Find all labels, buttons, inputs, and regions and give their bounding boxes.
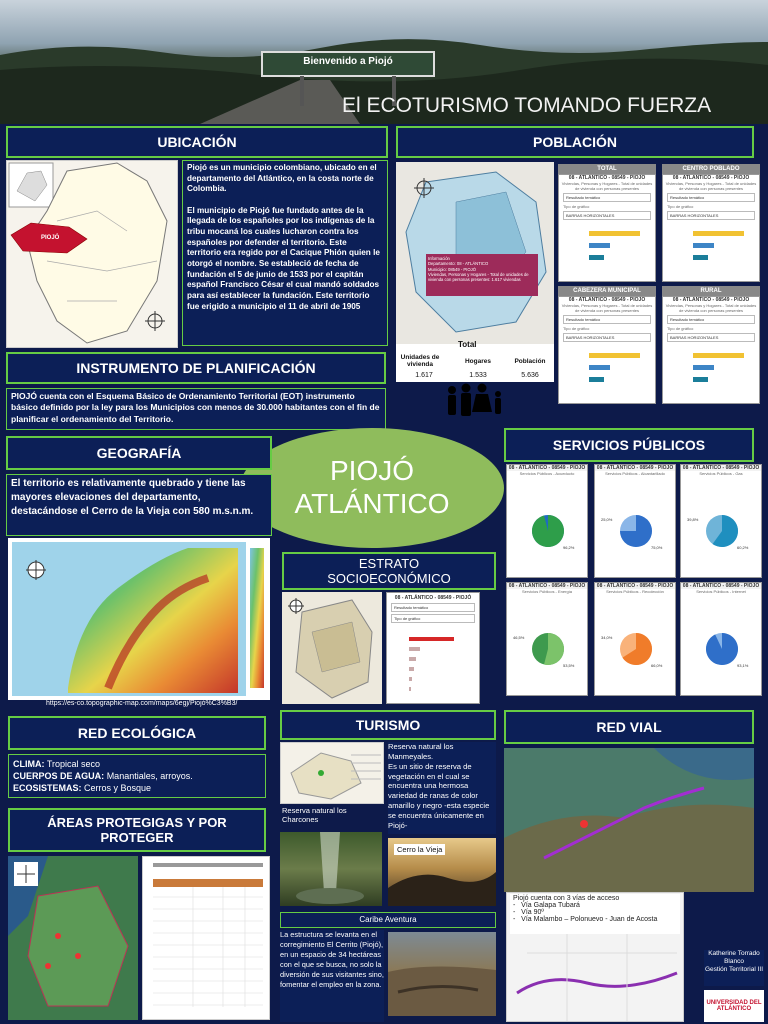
- areas-table-svg: [143, 857, 270, 1020]
- poblacion-panel-select-resultado[interactable]: Resultado temático: [667, 193, 755, 202]
- eco-value-agua: Manantiales, arroyos.: [104, 771, 193, 782]
- estrato-map-svg: [282, 592, 382, 704]
- eco-line-agua: [13, 770, 261, 782]
- poblacion-panel-3: [662, 296, 760, 404]
- servicios-panel-subtitle: Servicios Públicos - Gas: [699, 471, 743, 476]
- center-title-line2: ATLÁNTICO: [294, 487, 450, 519]
- instrumento-header: INSTRUMENTO DE PLANIFICACIÓN: [6, 352, 386, 384]
- servicios-pct-other: 34,0%: [601, 635, 613, 640]
- red-vial-item-3: - Vía Malambo – Polonuevo - Juan de Acosta: [513, 916, 658, 923]
- servicios-panel-2: [680, 464, 762, 578]
- estrato-chart-panel: [386, 592, 480, 704]
- poblacion-tab-2[interactable]: CABEZERA MUNICIPAL: [558, 286, 656, 296]
- estrato-select-1[interactable]: Resultado temático: [391, 603, 475, 612]
- poblacion-bar: [589, 231, 640, 236]
- servicios-panel-0: [506, 464, 588, 578]
- poblacion-panel-title: 08 - ATLÁNTICO - 08549 - PIOJÓ: [672, 175, 750, 181]
- stat-poblacion-value: 5.636: [521, 372, 539, 379]
- servicios-panel-subtitle: Servicios Públicos - Recolección: [606, 589, 664, 594]
- servicios-pie: [507, 465, 588, 578]
- servicios-pct-main: 96,2%: [563, 545, 575, 550]
- poblacion-panel-1: [662, 174, 760, 282]
- poblacion-tab-1[interactable]: CENTRO POBLADO: [662, 164, 760, 174]
- servicios-header: SERVICIOS PÚBLICOS: [504, 428, 754, 462]
- charcones-photo-svg: [280, 832, 382, 906]
- cerro-label: Cerro la Vieja: [394, 844, 445, 855]
- caribe-photo: [388, 932, 496, 1016]
- geografia-text: El territorio es relativamente quebrado y tiene las mayores elevaciones del departamento, destacándose el Cerro de la Vieja con 580 m.s.n.m.: [6, 474, 272, 536]
- poblacion-panel-subtitle: Viviendas, Personas y Hogares - Total de unidades de vivienda con personas presentes: [561, 303, 653, 313]
- poblacion-tab-3[interactable]: RURAL: [662, 286, 760, 296]
- estrato-header: [282, 552, 496, 590]
- topographic-map: [8, 538, 270, 700]
- caribe-header: Caribe Aventura: [280, 912, 496, 928]
- pie-slice-main: [706, 633, 738, 665]
- servicios-panel-title: 08 - ATLÁNTICO - 08549 - PIOJÓ: [508, 465, 586, 471]
- turismo-header: TURISMO: [280, 710, 496, 740]
- poblacion-panel-select-tipo[interactable]: BARRAS HORIZONTALES: [667, 333, 755, 342]
- estrato-bar: [409, 647, 420, 651]
- poblacion-panel-subtitle: Viviendas, Personas y Hogares - Total de unidades de vivienda con personas presentes: [561, 181, 653, 191]
- eco-value-clima: Tropical seco: [44, 759, 101, 769]
- turismo-map-svg: [281, 743, 384, 804]
- servicios-pct-main: 66,0%: [651, 663, 663, 668]
- via-3: Vía Malambo – Polonuevo - Juan de Acosta: [521, 916, 658, 923]
- poblacion-stats: [396, 340, 554, 382]
- poblacion-bar: [693, 353, 744, 358]
- poblacion-panel-2: [558, 296, 656, 404]
- caribe-photo-svg: [388, 932, 496, 1016]
- estrato-select-2[interactable]: Tipo de gráfico: [391, 614, 475, 623]
- eco-label-clima: CLIMA:: [13, 759, 45, 769]
- servicios-pct-main: 75,0%: [651, 545, 663, 550]
- ubicacion-map: [6, 160, 178, 348]
- servicios-pct-other: 25,0%: [601, 517, 613, 522]
- servicios-panel-subtitle: Servicios Públicos - Acueducto: [519, 471, 575, 476]
- poblacion-panel-select-resultado[interactable]: Resultado temático: [563, 315, 651, 324]
- estrato-bar: [409, 687, 411, 691]
- author-name: Katherine Torrado Blanco: [708, 950, 760, 965]
- charcones-photo: [280, 832, 382, 906]
- center-title-ellipse: [240, 428, 504, 548]
- estrato-panel-title: 08 - ATLÁNTICO - 08549 - PIOJÓ: [394, 595, 472, 601]
- pie-slice-main: [532, 515, 564, 547]
- turismo-text: Reserva natural los Manmeyales. Es un sitio de reserva de vegetación en el cual se encuentra una hermosa variedad de ranas de color amarillo y negro -esta especie se encuentra únicamente en Piojó-: [388, 742, 496, 834]
- areas-table-image: [142, 856, 270, 1020]
- eco-line-clima: [13, 758, 261, 770]
- red-vial-satellite-svg: [504, 748, 754, 892]
- estrato-bar: [409, 677, 412, 681]
- servicios-panel-subtitle: Servicios Públicos - Alcantarillado: [605, 471, 665, 476]
- estrato-map: [282, 592, 382, 704]
- red-vial-intro: Piojó cuenta con 3 vías de acceso: [513, 895, 620, 902]
- turismo-map-image: [280, 742, 384, 804]
- via-2: Vía 90º: [521, 909, 544, 916]
- poblacion-panel-select-resultado[interactable]: Resultado temático: [563, 193, 651, 202]
- poblacion-panel-label-tipo: Tipo de gráfico: [563, 204, 590, 209]
- red-vial-item-1: - Vía Galapa Tubará: [513, 902, 580, 909]
- poblacion-bar: [589, 365, 610, 370]
- areas-header-line2: PROTEGER: [100, 830, 174, 845]
- poblacion-bar: [693, 255, 708, 260]
- servicios-pct-other: 39,8%: [687, 517, 699, 522]
- poblacion-panel-title: 08 - ATLÁNTICO - 08549 - PIOJÓ: [568, 175, 646, 181]
- welcome-sign: Bienvenido a Piojó: [303, 56, 393, 67]
- servicios-pct-main: 53,5%: [563, 663, 575, 668]
- poblacion-bar: [589, 255, 604, 260]
- red-ecologica-box: [8, 754, 266, 798]
- servicios-panel-3: [506, 582, 588, 696]
- people-icon: [442, 382, 512, 418]
- poblacion-panel-subtitle: Viviendas, Personas y Hogares - Total de unidades de vivienda con personas presentes: [665, 181, 757, 191]
- areas-header-line1: ÁREAS PROTEGIGAS Y POR: [47, 815, 227, 830]
- poblacion-bar: [693, 365, 714, 370]
- estrato-header-line2: SOCIOECONÓMICO: [327, 571, 451, 586]
- author-box: [704, 950, 764, 986]
- poblacion-panel-select-tipo[interactable]: BARRAS HORIZONTALES: [563, 211, 651, 220]
- poblacion-panel-label-tipo: Tipo de gráfico: [667, 326, 694, 331]
- estrato-bar: [409, 637, 454, 641]
- servicios-panel-4: [594, 582, 676, 696]
- estrato-bar: [409, 667, 414, 671]
- poblacion-map: [396, 162, 554, 344]
- poblacion-bar: [589, 243, 610, 248]
- ubicacion-text: Piojó es un municipio colombiano, ubicado en el departamento del Atlántico, en la costa norte de Colombia. El municipio de Piojó fue fundado antes de la llegada de los españoles por los indígenas de la tribu mocaná los cuales lucharon contra los españoles por defender el territorio. Este territorio era regido por el Cacique Phión quien le otorgó el nombre. Se estableció de fecha de fundación el 5 de junio de 1533 por el capitán español Francisco César el cual mandó soldados para así establecer la fundación. Este territorio fue erigido a municipio el 11 de abril de 1905: [182, 160, 388, 346]
- poblacion-bar: [589, 353, 640, 358]
- eco-label-agua: CUERPOS DE AGUA:: [13, 771, 105, 782]
- poblacion-panel-label-tipo: Tipo de gráfico: [667, 204, 694, 209]
- servicios-pie: [681, 583, 762, 696]
- servicios-pct-main: 93,1%: [737, 663, 749, 668]
- piojo-map-label: PIOJÓ: [41, 235, 60, 241]
- poblacion-total-label: Total: [458, 340, 477, 349]
- ubicacion-map-svg: [7, 161, 178, 348]
- ubicacion-header: UBICACIÓN: [6, 126, 388, 158]
- poblacion-bar: [693, 377, 708, 382]
- estrato-bar: [409, 657, 416, 661]
- stat-viviendas-label: Unidades de vivienda: [400, 354, 440, 368]
- poblacion-panel-subtitle: Viviendas, Personas y Hogares - Total de unidades de vivienda con personas presentes: [665, 303, 757, 313]
- topographic-map-svg: [8, 538, 270, 700]
- red-vial-item-2: - Vía 90º: [513, 909, 544, 916]
- red-vial-text-box: [510, 894, 680, 934]
- university-name: UNIVERSIDAD DEL ATLÁNTICO: [706, 1000, 762, 1012]
- areas-header: [8, 808, 266, 852]
- poblacion-panel-select-tipo[interactable]: BARRAS HORIZONTALES: [667, 211, 755, 220]
- poblacion-map-svg: [396, 162, 554, 344]
- poster-title: El ECOTURISMO TOMANDO FUERZA: [342, 94, 712, 117]
- author-role: Gestión Territorial III: [704, 965, 764, 973]
- poblacion-panel-title: 08 - ATLÁNTICO - 08549 - PIOJÓ: [568, 297, 646, 303]
- servicios-panel-subtitle: Servicios Públicos - Energía: [521, 589, 573, 594]
- poblacion-bar: [693, 243, 714, 248]
- center-title-line1: PIOJÓ: [329, 454, 414, 486]
- poblacion-bar: [693, 231, 744, 236]
- poblacion-panel-title: 08 - ATLÁNTICO - 08549 - PIOJÓ: [672, 297, 750, 303]
- red-ecologica-header: RED ECOLÓGICA: [8, 716, 266, 750]
- poblacion-panel-label-tipo: Tipo de gráfico: [563, 326, 590, 331]
- stat-hogares-label: Hogares: [464, 358, 491, 365]
- servicios-panel-1: [594, 464, 676, 578]
- cerro-photo: [388, 838, 496, 906]
- stat-poblacion-label: Población: [514, 358, 546, 365]
- caribe-text: La estructura se levanta en el corregimiento El Cerrito (Piojó), en un espacio de 34 hectáreas con el que se busca, no solo la diversión de sus visitantes sino, fomentar el empleo en la zona.: [280, 930, 384, 1022]
- red-vial-satellite: [504, 748, 754, 892]
- servicios-pct-main: 60,2%: [737, 545, 749, 550]
- areas-map-svg: [8, 856, 138, 1020]
- stat-hogares-value: 1.533: [469, 372, 487, 379]
- servicios-panel-subtitle: Servicios Públicos - Internet: [696, 589, 746, 594]
- stat-viviendas-value: 1.617: [415, 372, 433, 379]
- instrumento-text: PIOJÓ cuenta con el Esquema Básico de Ordenamiento Territorial (EOT) instrumento básico definido por la ley para los Municipios con menos de 30.000 habitantes con el fin de planificar el ordenamiento del Territorio.: [6, 388, 386, 430]
- eco-line-ecosistemas: [13, 782, 261, 794]
- servicios-pct-other: 46,5%: [513, 635, 525, 640]
- servicios-panel-title: 08 - ATLÁNTICO - 08549 - PIOJÓ: [508, 583, 586, 589]
- eco-value-ecosistemas: Cerros y Bosque: [81, 783, 152, 794]
- poblacion-tab-0[interactable]: TOTAL: [558, 164, 656, 174]
- poblacion-panel-0: [558, 174, 656, 282]
- topographic-map-url[interactable]: https://es-co.topographic-map.com/maps/6egj/Piojó%C3%B3/: [46, 700, 238, 707]
- servicios-panel-5: [680, 582, 762, 696]
- eco-label-ecosistemas: ECOSISTEMAS:: [13, 783, 82, 794]
- estrato-header-line1: ESTRATO: [358, 556, 420, 571]
- via-1: Vía Galapa Tubará: [521, 902, 580, 909]
- servicios-panel-title: 08 - ATLÁNTICO - 08549 - PIOJÓ: [596, 583, 674, 589]
- areas-map: [8, 856, 138, 1020]
- red-vial-header: RED VIAL: [504, 710, 754, 744]
- poblacion-header: POBLACIÓN: [396, 126, 754, 158]
- geografia-header: GEOGRAFÍA: [6, 436, 272, 470]
- poblacion-panel-select-resultado[interactable]: Resultado temático: [667, 315, 755, 324]
- poblacion-bar: [589, 377, 604, 382]
- university-logo: [704, 990, 764, 1022]
- poblacion-info-box: Información Departamento: 08 - ATLÁNTICO Municipio: 08549 - PIOJÓ Viviendas, Personas y Hogares - Total de unidades de vivienda con personas presentes: 1.617 viviendas: [426, 254, 538, 296]
- poblacion-panel-select-tipo[interactable]: BARRAS HORIZONTALES: [563, 333, 651, 342]
- banner: [0, 0, 768, 124]
- servicios-panel-title: 08 - ATLÁNTICO - 08549 - PIOJÓ: [682, 583, 760, 589]
- servicios-panel-title: 08 - ATLÁNTICO - 08549 - PIOJÓ: [596, 465, 674, 471]
- servicios-panel-title: 08 - ATLÁNTICO - 08549 - PIOJÓ: [682, 465, 760, 471]
- charcones-label: Reserva natural los Charcones: [282, 806, 347, 824]
